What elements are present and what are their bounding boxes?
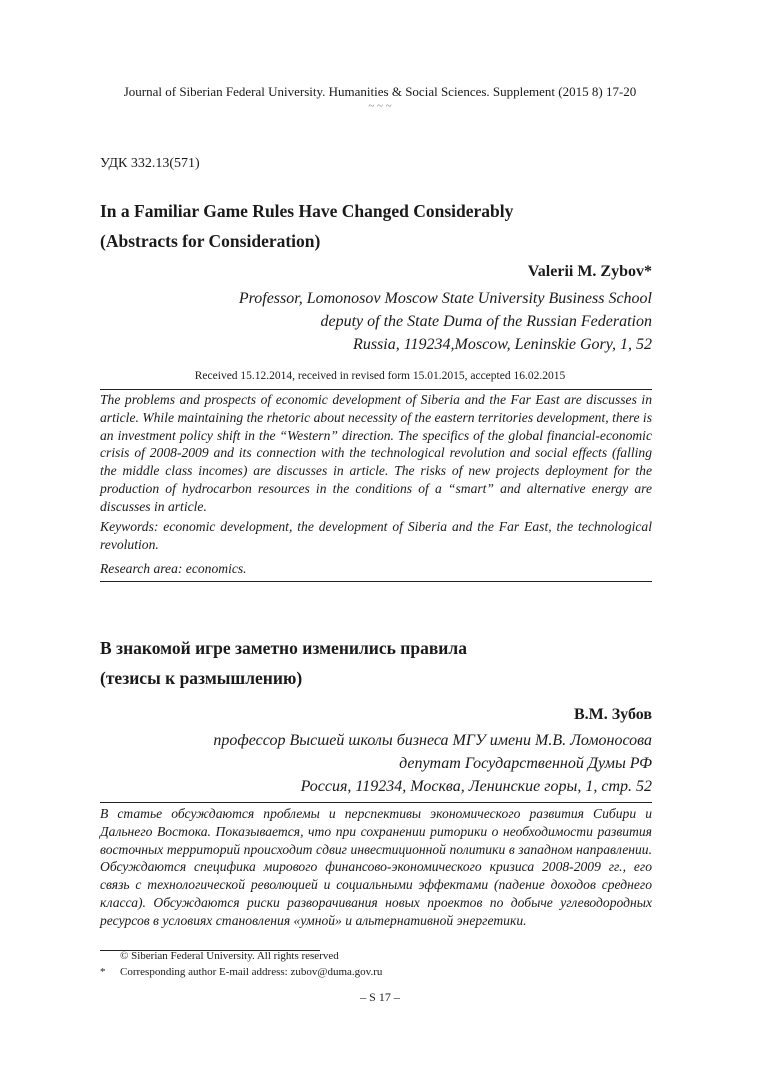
journal-header: Journal of Siberian Federal University. Humanities & Social Sciences. Supplement (2015 8) 17-20 [123,84,637,99]
corresponding-author-footnote: Corresponding author E-mail address: zubov@duma.gov.ru [120,966,383,978]
affiliation-line: Россия, 119234, Москва, Ленинские горы, 1, стр. 52 [300,778,652,795]
divider [100,581,652,582]
english-author: Valerii M. Zybov* [527,263,652,280]
udk-code: УДК 332.13(571) [100,156,200,171]
divider [100,802,652,803]
affiliation-line: Russia, 119234,Moscow, Leninskie Gory, 1, 52 [353,336,652,353]
english-title [100,196,660,256]
keywords: Keywords: economic development, the development of Siberia and the Far East, the technological revolution. [100,519,652,552]
affiliation-line: депутат Государственной Думы РФ [399,755,652,772]
affiliation-line: deputy of the State Duma of the Russian Federation [320,313,652,330]
russian-author: В.М. Зубов [573,706,652,723]
footnote-marker: * [100,966,106,978]
title-line: В знакомой игре заметно изменились правила [100,638,467,658]
header-ornament: ~ ~ ~ [368,100,392,112]
title-line: (Abstracts for Consideration) [100,231,321,251]
english-abstract: The problems and prospects of economic development of Siberia and the Far East are discusses in article. While maintaining the rhetoric about necessity of the eastern territories development, there is an investment policy shift in the “Western” direction. The specifics of the global financial-economic crisis of 2008-2009 and its connection with the technological revolution and social effects (falling the middle class incomes) are discusses in article. The risks of new projects deployment for the production of hydrocarbon resources in the conditions of a “smart” and alternative energy are discusses in article. [100,392,652,514]
page-number: – S 17 – [360,990,400,1004]
russian-abstract: В статье обсуждаются проблемы и перспективы экономического развития Сибири и Дальнего Востока. Показывается, что при сохранении риторики о необходимости развития восточных территорий происходит сдвиг инвестиционной политики в западном направлении. Обсуждаются специфика мирового финансово-экономического кризиса 2008-2009 гг., его связь с технологической революцией и социальными эффектами (падение доходов среднего класса). Обсуждаются риски разворачивания новых проектов по добыче углеводородных ресурсов в условиях становления «умной» и альтернативной энергетики. [100,806,652,928]
title-line: (тезисы к размышлению) [100,668,303,688]
title-line: In a Familiar Game Rules Have Changed Considerably [100,201,514,221]
english-affiliation [239,287,652,356]
copyright-footnote: © Siberian Federal University. All rights reserved [120,950,339,962]
received-dates: Received 15.12.2014, received in revised form 15.01.2015, accepted 16.02.2015 [194,370,566,382]
affiliation-line: Professor, Lomonosov Moscow State University Business School [238,290,652,307]
research-area: Research area: economics. [100,561,247,576]
affiliation-line: профессор Высшей школы бизнеса МГУ имени М.В. Ломоносова [213,732,652,749]
russian-affiliation [213,729,652,798]
divider [100,389,652,390]
russian-title [100,633,660,693]
